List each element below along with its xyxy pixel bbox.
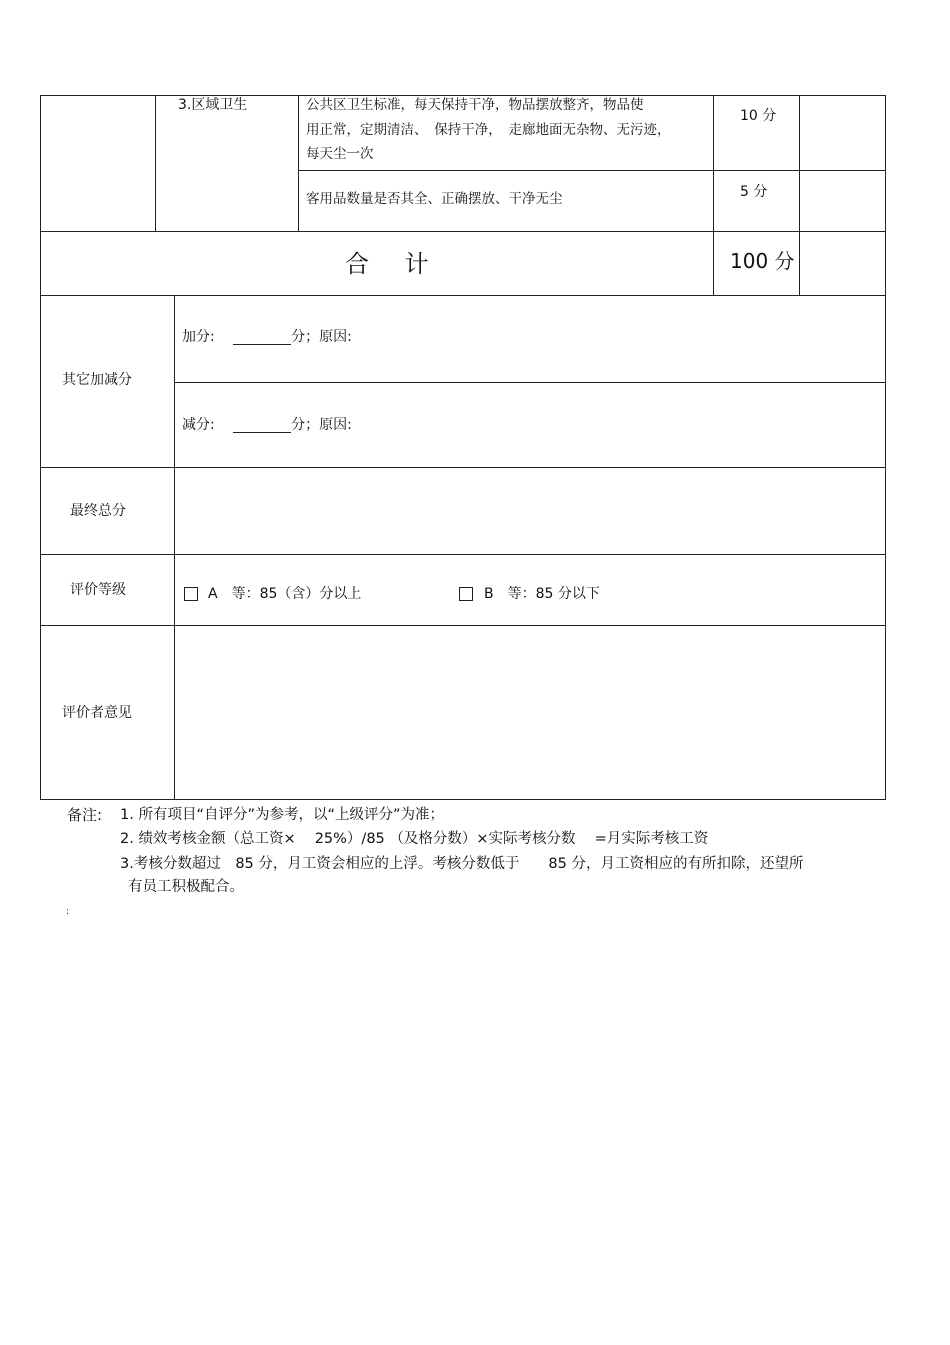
add-score-blank[interactable] <box>233 330 291 345</box>
grade-a-label: A 等：85（含）分以上 <box>208 586 362 602</box>
comments-cell[interactable] <box>176 627 884 798</box>
grade-label: 评价等级 <box>70 582 126 598</box>
sub-score-blank[interactable] <box>233 418 291 433</box>
final-score-label: 最终总分 <box>70 503 126 519</box>
criteria-line: 用正常，定期清洁、 保持干净， 走廊地面无杂物、无污迹， <box>306 122 671 138</box>
score-cell: 10 分 <box>740 108 777 124</box>
criteria-line: 公共区卫生标准，每天保持干净，物品摆放整齐，物品使 <box>306 97 644 113</box>
adjust-label: 其它加减分 <box>62 372 132 388</box>
total-score: 100 分 <box>730 249 795 273</box>
criteria-line: 客用品数量是否其全、正确摆放、干净无尘 <box>306 191 563 207</box>
notes-prefix: 备注: <box>67 806 103 824</box>
criteria-line: 每天尘一次 <box>306 146 374 162</box>
score-cell: 5 分 <box>740 184 768 200</box>
add-score-field <box>182 329 352 345</box>
notes-line-4: 有员工积极配合。 <box>128 879 244 895</box>
notes-trailing-mark: : <box>66 907 70 917</box>
add-prefix: 加分: <box>182 329 215 345</box>
grade-b-label: B 等：85 分以下 <box>484 586 600 602</box>
notes-line-1: 1. 所有项目“自评分”为参考，以“上级评分”为准； <box>120 807 444 823</box>
item-label: 3.区域卫生 <box>178 97 248 113</box>
sub-suffix: 分；原因: <box>291 417 352 433</box>
sub-score-field <box>182 417 352 433</box>
total-label: 合 计 <box>345 250 443 278</box>
notes-line-2: 2. 绩效考核金额（总工资× 25%）/85 （及格分数）×实际考核分数 =月实际考核工资 <box>120 831 709 847</box>
add-suffix: 分；原因: <box>291 329 352 345</box>
final-score-cell[interactable] <box>176 469 884 553</box>
notes-line-3: 3.考核分数超过 85 分，月工资会相应的上浮。考核分数低于 85 分，月工资相应的有所扣除，还望所 <box>120 856 804 872</box>
comments-label: 评价者意见 <box>62 705 132 721</box>
sub-prefix: 减分: <box>182 417 215 433</box>
grade-b-checkbox[interactable] <box>459 587 473 601</box>
grade-a-checkbox[interactable] <box>184 587 198 601</box>
